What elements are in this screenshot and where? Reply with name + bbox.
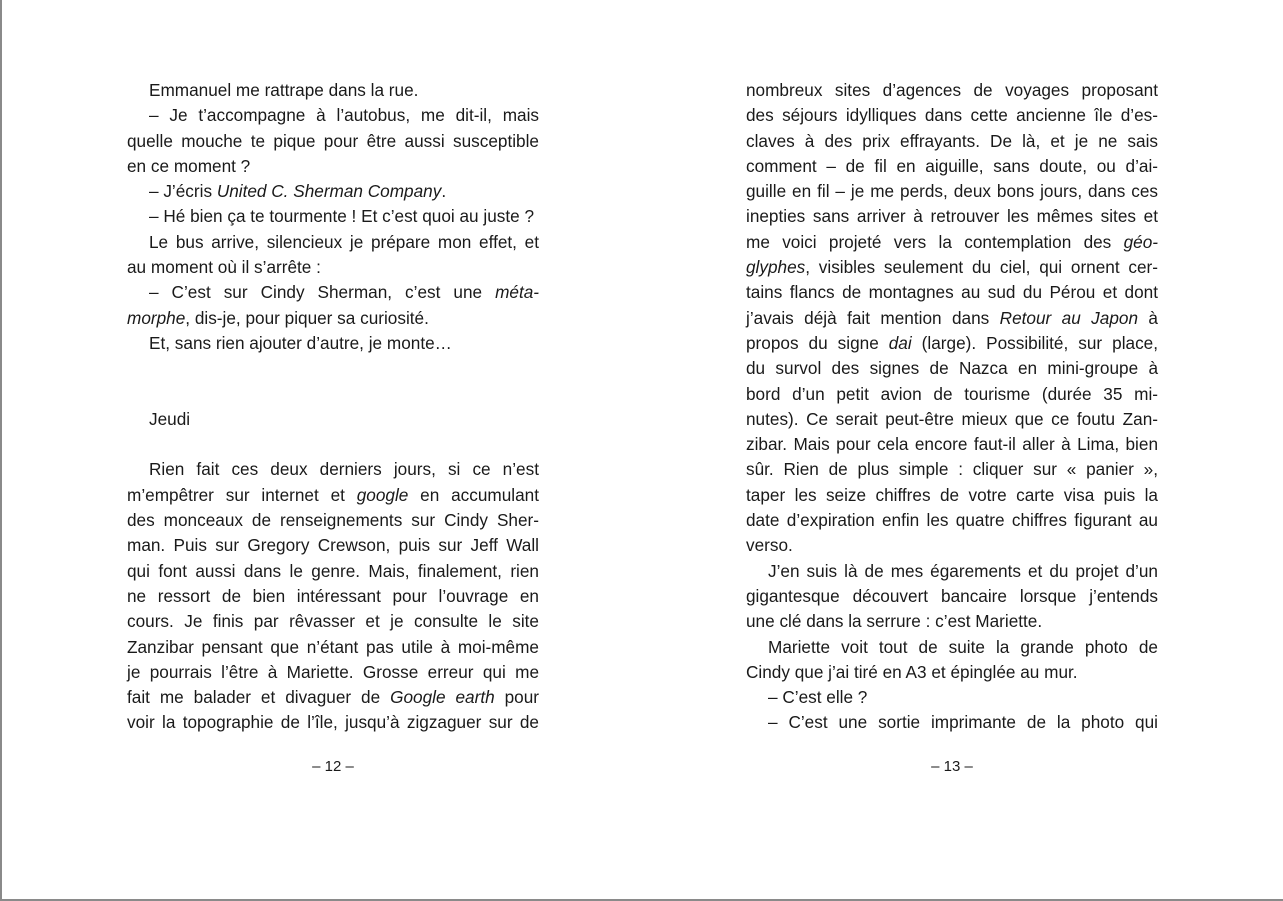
text-line: nutes). Ce serait peut-être mieux que ce foutu Zan- (746, 408, 1158, 429)
text-line: j’avais déjà fait mention dans Retour au Japon à (746, 307, 1158, 328)
text-line: tains flancs de montagnes au sud du Pérou et dont (746, 282, 1158, 303)
text-line: – C’est elle ? (768, 687, 868, 708)
text-line: des monceaux de renseignements sur Cindy Sher- (127, 510, 539, 531)
text-line: propos du signe dai (large). Possibilité, sur place, (746, 332, 1158, 353)
viewer-left-edge (0, 0, 2, 901)
text-line: Le bus arrive, silencieux je prépare mon effet, et (149, 231, 539, 252)
text-line: une clé dans la serrure : c’est Mariette. (746, 611, 1043, 632)
text-line: gigantesque découvert bancaire lorsque j’entends (746, 585, 1158, 606)
text-line: – Je t’accompagne à l’autobus, me dit-il, mais (149, 105, 539, 126)
text-line: Cindy que j’ai tiré en A3 et épinglée au mur. (746, 661, 1078, 682)
text-line: voir la topographie de l’île, jusqu’à zigzaguer sur de (127, 712, 539, 733)
text-line: morphe, dis-je, pour piquer sa curiosité. (127, 307, 429, 328)
text-line: Et, sans rien ajouter d’autre, je monte… (149, 332, 452, 353)
text-line: bord d’un petit avion de tourisme (durée 35 mi- (746, 383, 1158, 404)
text-line: Zanzibar pensant que n’étant pas utile à moi-même (127, 636, 539, 657)
text-line: ne ressort de bien intéressant pour l’ouvrage en (127, 585, 539, 606)
text-line: inepties sans arriver à retrouver les mêmes sites et (746, 206, 1158, 227)
text-line: comment – de fil en aiguille, sans doute, ou d’ai- (746, 155, 1158, 176)
page-number-left: – 12 – (312, 758, 354, 775)
text-line: man. Puis sur Gregory Crewson, puis sur Jeff Wall (127, 535, 539, 556)
page-number-right: – 13 – (931, 758, 973, 775)
text-line: taper les seize chiffres de votre carte visa puis la (746, 484, 1158, 505)
text-line: – C’est sur Cindy Sherman, c’est une méta- (149, 282, 539, 303)
text-line: – J’écris United C. Sherman Company. (149, 181, 447, 202)
text-line: en ce moment ? (127, 155, 251, 176)
text-line: zibar. Mais pour cela encore faut-il aller à Lima, bien (746, 434, 1158, 455)
text-line: m’empêtrer sur internet et google en accumulant (127, 484, 539, 505)
left-page (127, 78, 539, 736)
text-line: des séjours idylliques dans cette ancienne île d’es- (746, 105, 1158, 126)
text-line: guille en fil – je me perds, deux bons jours, dans ces (746, 181, 1158, 202)
text-line: Mariette voit tout de suite la grande photo de (768, 636, 1158, 657)
section-heading: Jeudi (149, 408, 191, 429)
right-page (746, 78, 1158, 736)
text-line: – C’est une sortie imprimante de la photo qui (768, 712, 1158, 733)
text-line: qui font aussi dans le genre. Mais, finalement, rien (127, 560, 539, 581)
text-line: – Hé bien ça te tourmente ! Et c’est quoi au juste ? (149, 206, 535, 227)
text-line: verso. (746, 535, 793, 556)
text-line: claves à des prix effrayants. De là, et je ne sais (746, 130, 1158, 151)
text-line: fait me balader et divaguer de Google earth pour (127, 687, 539, 708)
text-line: Rien fait ces deux derniers jours, si ce n’est (149, 459, 539, 480)
text-line: J’en suis là de mes égarements et du projet d’un (768, 560, 1158, 581)
text-line: glyphes, visibles seulement du ciel, qui ornent cer- (746, 257, 1158, 278)
text-line: date d’expiration enfin les quatre chiffres figurant au (746, 510, 1158, 531)
text-line: cours. Je finis par rêvasser et je consulte le site (127, 611, 539, 632)
text-line: Emmanuel me rattrape dans la rue. (149, 80, 419, 100)
text-line: quelle mouche te pique pour être aussi susceptible (127, 130, 539, 151)
text-line: me voici projeté vers la contemplation des géo- (746, 231, 1158, 252)
text-line: au moment où il s’arrête : (127, 257, 321, 278)
text-line: nombreux sites d’agences de voyages proposant (746, 80, 1158, 100)
text-line: sûr. Rien de plus simple : cliquer sur « panier », (746, 459, 1158, 480)
text-line: du survol des signes de Nazca en mini-groupe à (746, 358, 1158, 379)
text-line: je pourrais l’être à Mariette. Grosse erreur qui me (127, 661, 539, 682)
